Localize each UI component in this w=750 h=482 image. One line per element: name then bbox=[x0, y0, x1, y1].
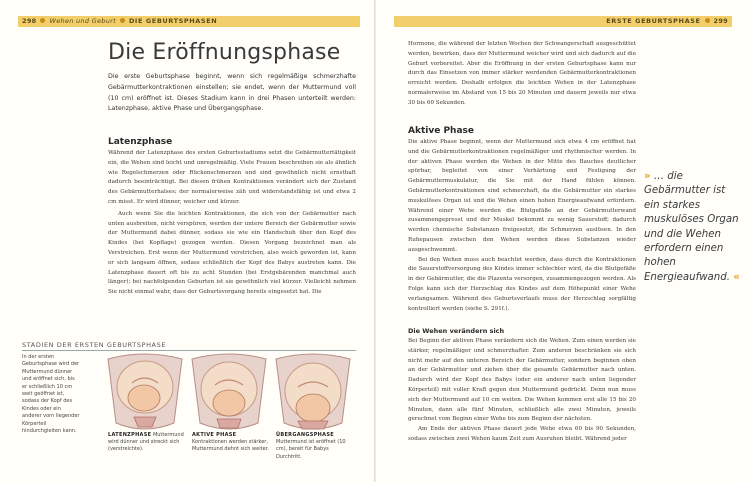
veraendern-paragraph-2: Am Ende der aktiven Phase dauert jede Wehe etwa 60 bis 90 Sekunden, sodass zwischen zwei Wehen kaum Zeit zum Ausruhen bleibt. Während jeder bbox=[408, 426, 636, 442]
right-running-header bbox=[394, 16, 732, 27]
caption-active bbox=[192, 432, 272, 454]
active-phase-illustration bbox=[188, 353, 270, 433]
aktive-paragraph-2: Bei den Wehen muss auch beachtet werden, dass durch die Kontraktionen die Sauerstoffversorgung des Kindes immer schlechter wird, da die Blutgefäße in der Gebärmutter, die die Plazenta versorgen, zusammengezogen werden. Als Folge kann sich der Herzschlag des Kindes auf dem Höhepunkt einer Wehe verlangsamen. Während des Geburtsverlaufs muss der Herzschlag sorgfältig kontrolliert werden (siehe S. 291f.). bbox=[408, 256, 636, 312]
caption-latent bbox=[108, 432, 188, 454]
continued-body bbox=[408, 40, 636, 109]
caption-transition-label: ÜBERGANGSPHASE bbox=[276, 432, 334, 438]
left-running-header bbox=[18, 16, 360, 27]
header-dot-icon bbox=[120, 18, 125, 23]
caption-latent-text: Muttermund wird dünner und streckt sich (verstreichte). bbox=[108, 432, 184, 453]
continued-paragraph: Hormone, die während der letzten Wochen der Schwangerschaft ausgeschüttet werden, bewirken, dass der Muttermund weicher wird und sich dadurch auf die Geburt vorbereitet. Aber die Eröffnung in der ersten Geburtsphase kann nur durch das Einsetzen von immer stärker werdenden Gebärmutterkontraktionen erreicht werden. Deshalb erfolgen die leichten Wehen in der Latenzphase normalerweise im Abstand von 15 bis 20 Minuten und dauern jeweils nur etwa 30 bis 60 Sekunden. bbox=[408, 41, 636, 106]
left-section-name: Wehen und Geburt bbox=[49, 17, 116, 25]
veraendern-body bbox=[408, 337, 636, 445]
quote-open-mark: » bbox=[644, 171, 651, 182]
right-chapter-name: ERSTE GEBURTSPHASE bbox=[606, 17, 701, 25]
header-dot-icon bbox=[40, 18, 45, 23]
quote-close-mark: « bbox=[733, 271, 740, 283]
left-page-number: 298 bbox=[22, 17, 37, 25]
caption-latent-label: LATENZPHASE bbox=[108, 432, 152, 438]
intro-paragraph: Die erste Geburtsphase beginnt, wenn sich regelmäßige schmerzhafte Gebärmutterkontraktionen einstellen; sie endet, wenn der Muttermund voll (10 cm) eröffnet ist. Dieses Stadium kann in drei Phasen unterteilt werden: Latenzphase, aktive Phase und Übergangsphase. bbox=[108, 73, 356, 113]
caption-active-text: Kontraktionen werden stärker, Muttermund dehnt sich weiter. bbox=[192, 439, 269, 453]
right-page-number: 299 bbox=[713, 17, 728, 25]
aktive-paragraph-1: Die aktive Phase beginnt, wenn der Muttermund sich etwa 4 cm eröffnet hat und die Gebärmutterkontraktionen regelmäßiger und rhythmischer werden. In der aktiven Phase werden die Wehen in der Mitte des Bauches deutlicher spürbar, begleitet von einer Verhärtung und Festigung der Gebärmuttermuskulatur, die Sie mit der Hand fühlen können. Gebärmutterkontraktionen sind schmerzhaft, da die Gebärmutter ein starkes muskulöses Organ ist und die Wehen einen hohen Energieaufwand erfordern. Während einer Wehe werden die Blutgefäße an der Gebärmutterwand zusammengepresst und der Muskel bekommt zu wenig Sauerstoff; dadurch werden chemische Substanzen freigesetzt, die Schmerzen auslösen. In den Ruhepausen zwischen den Wehen werden diese Substanzen wieder ausgeschwemmt. bbox=[408, 139, 636, 253]
caption-transition bbox=[276, 432, 356, 461]
caption-transition-text: Muttermund ist eröffnet (10 cm), bereit für Babys Durchtritt. bbox=[276, 439, 346, 460]
heading-latenzphase: Latenzphase bbox=[108, 137, 173, 147]
stages-title: STADIEN DER ERSTEN GEBURTSPHASE bbox=[22, 341, 167, 349]
veraendern-paragraph-1: Bei Beginn der aktiven Phase verändern sich die Wehen. Zum einen werden sie stärker, regelmäßiger und schmerzhafter. Zum anderen beschränken sie sich nicht mehr auf den unteren Bereich der Gebärmutter, sondern beginnen oben an der Gebärmutter und ziehen über die gesamte Gebärmutter nach unten. Dadurch wird der Kopf des Babys (oder ein anderer nach unten liegender Körperteil) mit voller Kraft gegen den Muttermund gedrückt. Denn nun muss sich der Muttermund auf 10 cm weiten. Die Wehen kommen erst alle 15 bis 20 Minuten, dann alle fünf Minuten, schließlich alle zwei Minuten, jeweils gerechnet vom Beginn einer Wehe bis zum Beginn der nächsten. bbox=[408, 338, 636, 423]
caption-active-label: AKTIVE PHASE bbox=[192, 432, 237, 438]
pull-quote-text: … die Gebärmutter ist ein starkes muskulöses Organ und die Wehen erfordern einen hohen Energieaufwand. bbox=[644, 171, 739, 283]
heading-aktive-phase: Aktive Phase bbox=[408, 126, 474, 136]
page-title: Die Eröffnungsphase bbox=[108, 40, 341, 65]
transition-phase-illustration bbox=[272, 353, 354, 433]
header-dot-icon bbox=[705, 18, 710, 23]
aktive-body bbox=[408, 138, 636, 314]
latenz-paragraph-2: Auch wenn Sie die leichten Kontraktionen, die sich von der Gebärmutter nach unten ausbreiten, nicht verspüren, werden der untere Bereich der Gebärmutter sowie der Muttermund dabei dünner, sodass sie wie ein Handschuh über den Kopf des Kindes (bei Kopflage) gezogen werden. Diesen Vorgang bezeichnet man als Verstreichen. Erst wenn der Muttermund verstrichen, also weich geworden ist, kann er sich langsam öffnen, sodass schließlich der Kopf des Babys austreten kann. Die Latenzphase dauert oft bis zu acht Stunden (bei Erstgebärenden manchmal auch länger); bei nachfolgenden Geburten ist sie gewöhnlich viel kürzer. Vielleicht nehmen Sie nicht einmal wahr, dass der Geburtsvorgang bereits eingesetzt hat. Die bbox=[108, 210, 356, 296]
heading-wehen-veraendern: Die Wehen verändern sich bbox=[408, 327, 505, 335]
latenz-body bbox=[108, 149, 356, 298]
stages-rule bbox=[22, 350, 356, 351]
pull-quote bbox=[644, 170, 744, 285]
stages-description: In der ersten Geburtsphase wird der Muttermund dünner und eröffnet sich, bis er schließlich 10 cm weit geöffnet ist, sodass der Kopf des Kindes oder ein anderer vorn liegender Körperteil hindurchgleiten kann. bbox=[22, 354, 80, 435]
left-chapter-name: DIE GEBURTSPHASEN bbox=[128, 17, 218, 25]
latenz-paragraph-1: Während der Latenzphase des ersten Geburtsstadiums setzt die Gebärmuttertätigkeit ein, die Wehen sind leicht und unregelmäßig. Viele Frauen beschreiben sie als ähnlich wie Regelschmerzen oder Rückenschmerzen und sind gewöhnlich nicht ernsthaft dadurch beeinträchtigt. Bei diesen frühen Kontraktionen verändert sich der Zustand des Gebärmutterhalses; der normalerweise zäh und widerstandsfähig ist und etwa 2 cm misst. Er wird dünner, weicher und kürzer. bbox=[108, 150, 356, 205]
latent-phase-illustration bbox=[104, 353, 186, 433]
